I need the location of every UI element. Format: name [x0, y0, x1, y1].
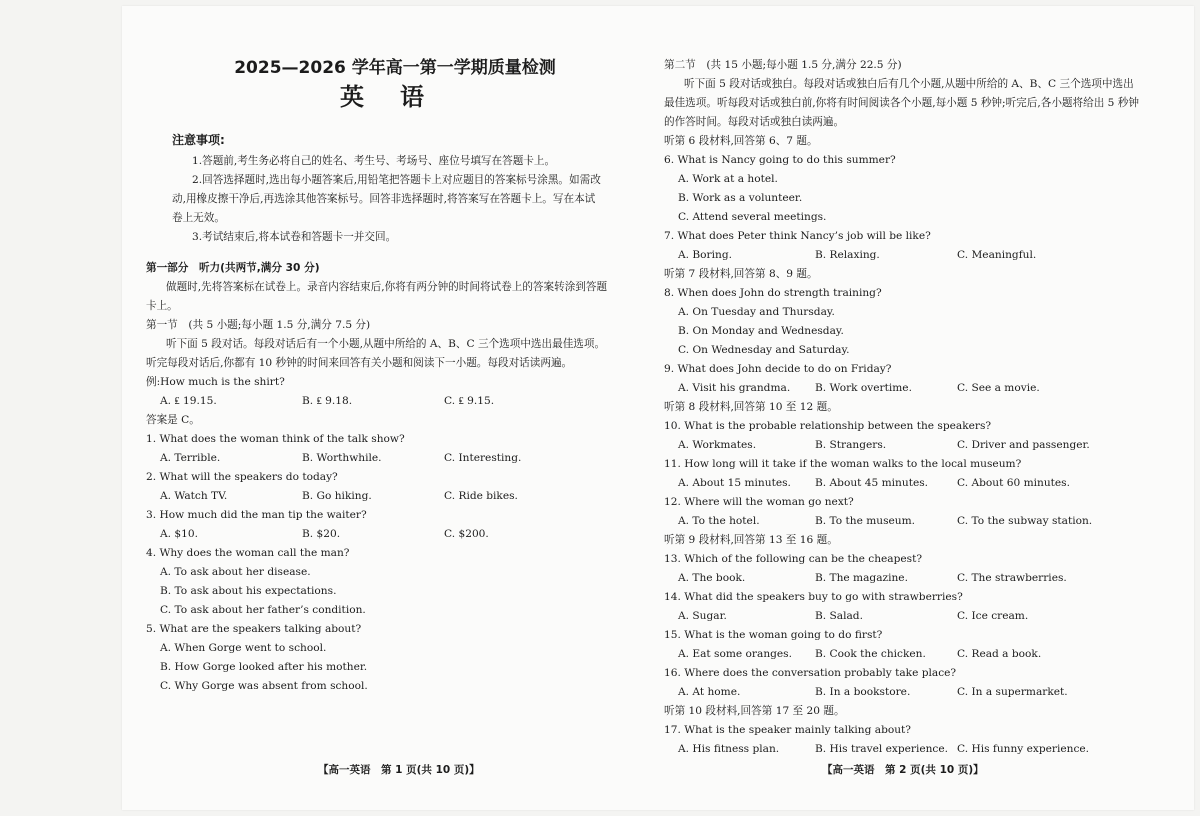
option: A. ₤ 19.15. [160, 395, 217, 407]
question-options [664, 246, 1144, 265]
option: C. To ask about her father’s condition. [160, 604, 366, 616]
question-options [146, 525, 614, 544]
question-options [664, 683, 1144, 702]
question-options [664, 569, 1144, 588]
page-two [664, 56, 1144, 759]
question-options [146, 487, 614, 506]
option: B. $20. [302, 528, 341, 540]
notice-item: 1.答题前,考生务必将自己的姓名、考生号、考场号、座位号填写在答题卡上。 [192, 155, 556, 167]
option: C. In a supermarket. [957, 686, 1068, 698]
question-options [664, 474, 1144, 493]
question-text: 12. Where will the woman go next? [664, 496, 854, 508]
section-two-heading: 第二节 (共 15 小题;每小题 1.5 分,满分 22.5 分) [664, 59, 902, 71]
option: A. Work at a hotel. [678, 173, 778, 185]
question-options [664, 512, 1144, 531]
notice-heading: 注意事项: [172, 133, 225, 147]
question-text: 14. What did the speakers buy to go with strawberries? [664, 591, 963, 603]
section-one-intro: 听下面 5 段对话。每段对话后有一个小题,从题中所给的 A、B、C 三个选项中选出最佳选项。听完每段对话后,你都有 10 秒钟的时间来回答有关小题和阅读下一小题。每段对话读两遍。 [146, 338, 606, 369]
option: B. How Gorge looked after his mother. [160, 661, 368, 673]
option: B. Go hiking. [302, 490, 372, 502]
example-answer: 答案是 C。 [146, 414, 200, 426]
option: C. Ride bikes. [444, 490, 518, 502]
question-options [664, 436, 1144, 455]
option: A. At home. [678, 686, 741, 698]
option: C. On Wednesday and Saturday. [678, 344, 850, 356]
option: C. Ice cream. [957, 610, 1029, 622]
option: B. In a bookstore. [815, 686, 911, 698]
option: C. Attend several meetings. [678, 211, 827, 223]
question-text: 15. What is the woman going to do first? [664, 629, 883, 641]
option: B. Work as a volunteer. [678, 192, 803, 204]
option: A. To the hotel. [678, 515, 760, 527]
option: A. Boring. [678, 249, 732, 261]
question-text: 10. What is the probable relationship between the speakers? [664, 420, 992, 432]
option: C. See a movie. [957, 382, 1040, 394]
page-two-footer: 【高一英语 第 2 页(共 10 页)】 [822, 764, 984, 776]
page-one [146, 56, 614, 696]
option: C. About 60 minutes. [957, 477, 1070, 489]
option: C. His funny experience. [957, 743, 1090, 755]
notice-list [146, 152, 602, 247]
option: B. To ask about his expectations. [160, 585, 337, 597]
question-text: 7. What does Peter think Nancy’s job will be like? [664, 230, 931, 242]
question-text: 1. What does the woman think of the talk show? [146, 433, 405, 445]
material-instruction: 听第 6 段材料,回答第 6、7 题。 [664, 135, 818, 147]
option: B. His travel experience. [815, 743, 949, 755]
question-text: 9. What does John decide to do on Friday? [664, 363, 892, 375]
question-list [146, 430, 614, 696]
option: A. Watch TV. [160, 490, 228, 502]
option: C. Driver and passenger. [957, 439, 1090, 451]
page-one-footer: 【高一英语 第 1 页(共 10 页)】 [318, 764, 480, 776]
option: B. The magazine. [815, 572, 908, 584]
question-options [664, 740, 1144, 759]
option: B. About 45 minutes. [815, 477, 929, 489]
subject-title: 英语 [340, 83, 460, 111]
option: B. Strangers. [815, 439, 887, 451]
option: C. Interesting. [444, 452, 522, 464]
option: C. Read a book. [957, 648, 1042, 660]
question-text: 11. How long will it take if the woman walks to the local museum? [664, 458, 1022, 470]
option: A. About 15 minutes. [678, 477, 791, 489]
question-text: 16. Where does the conversation probably take place? [664, 667, 957, 679]
material-instruction: 听第 7 段材料,回答第 8、9 题。 [664, 268, 818, 280]
example-question: 例:How much is the shirt? [146, 376, 285, 388]
material-instruction: 听第 9 段材料,回答第 13 至 16 题。 [664, 534, 838, 546]
question-list [664, 132, 1144, 759]
option: B. To the museum. [815, 515, 916, 527]
question-text: 17. What is the speaker mainly talking about? [664, 724, 911, 736]
option: A. On Tuesday and Thursday. [678, 306, 835, 318]
option: C. The strawberries. [957, 572, 1067, 584]
question-text: 6. What is Nancy going to do this summer? [664, 154, 896, 166]
option: B. Salad. [815, 610, 863, 622]
option: C. ₤ 9.15. [444, 395, 495, 407]
option: A. Visit his grandma. [678, 382, 791, 394]
material-instruction: 听第 8 段材料,回答第 10 至 12 题。 [664, 401, 838, 413]
question-options [664, 645, 1144, 664]
option: B. Cook the chicken. [815, 648, 926, 660]
option: A. Eat some oranges. [678, 648, 792, 660]
exam-title: 2025—2026 学年高一第一学期质量检测 [234, 58, 556, 78]
option: A. The book. [678, 572, 746, 584]
question-text: 13. Which of the following can be the cheapest? [664, 553, 923, 565]
part-one-intro: 做题时,先将答案标在试卷上。录音内容结束后,你将有两分钟的时间将试卷上的答案转涂到答题卡上。 [146, 281, 608, 312]
option: C. To the subway station. [957, 515, 1093, 527]
option: C. $200. [444, 528, 489, 540]
question-options [146, 449, 614, 468]
option: A. When Gorge went to school. [160, 642, 327, 654]
option: A. $10. [160, 528, 198, 540]
question-text: 8. When does John do strength training? [664, 287, 882, 299]
question-text: 3. How much did the man tip the waiter? [146, 509, 367, 521]
question-text: 4. Why does the woman call the man? [146, 547, 350, 559]
section-two-intro: 听下面 5 段对话或独白。每段对话或独白后有几个小题,从题中所给的 A、B、C 三个选项中选出最佳选项。听每段对话或独白前,你将有时间阅读各个小题,每小题 5 秒钟;听完后,各小题将给出 5 秒钟的作答时间。每段对话或独白读两遍。 [664, 78, 1139, 128]
section-one-heading: 第一节 (共 5 小题;每小题 1.5 分,满分 7.5 分) [146, 319, 371, 331]
part-one-heading: 第一部分 听力(共两节,满分 30 分) [146, 262, 320, 274]
option: A. Workmates. [678, 439, 757, 451]
notice-item: 3.考试结束后,将本试卷和答题卡一并交回。 [192, 231, 397, 243]
question-text: 2. What will the speakers do today? [146, 471, 338, 483]
option: A. His fitness plan. [678, 743, 780, 755]
option: B. On Monday and Wednesday. [678, 325, 844, 337]
example-options [146, 392, 614, 411]
option: B. Relaxing. [815, 249, 880, 261]
option: B. Work overtime. [815, 382, 912, 394]
option: A. Terrible. [160, 452, 221, 464]
question-options [664, 607, 1144, 626]
question-text: 5. What are the speakers talking about? [146, 623, 362, 635]
option: A. Sugar. [678, 610, 727, 622]
question-options [664, 379, 1144, 398]
material-instruction: 听第 10 段材料,回答第 17 至 20 题。 [664, 705, 845, 717]
option: C. Meaningful. [957, 249, 1037, 261]
option: B. Worthwhile. [302, 452, 382, 464]
option: A. To ask about her disease. [160, 566, 311, 578]
option: C. Why Gorge was absent from school. [160, 680, 368, 692]
notice-item: 2.回答选择题时,选出每小题答案后,用铅笔把答题卡上对应题目的答案标号涂黑。如需改动,用橡皮擦干净后,再选涂其他答案标号。回答非选择题时,将答案写在答题卡上。写在本试卷上无效。 [172, 174, 601, 224]
option: B. ₤ 9.18. [302, 395, 353, 407]
